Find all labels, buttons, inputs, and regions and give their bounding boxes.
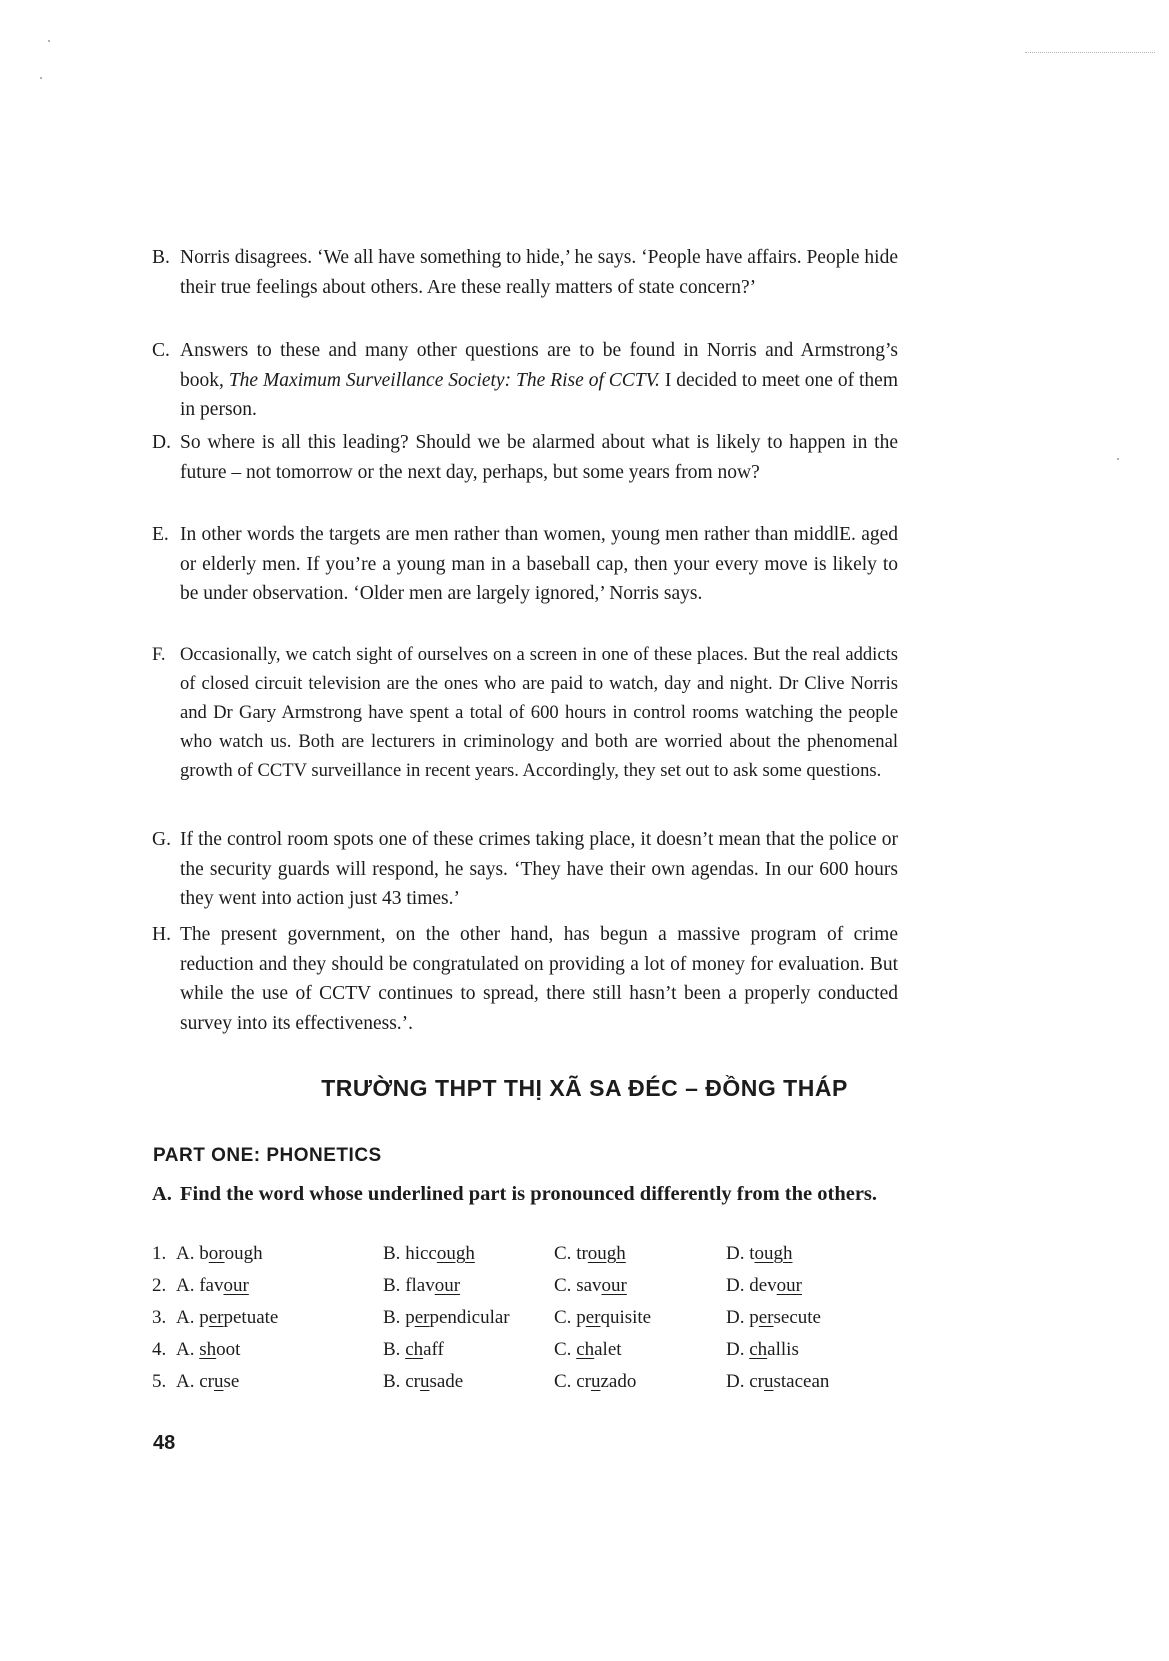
word-prefix: tr: [576, 1243, 588, 1264]
paragraph-label: B.: [152, 247, 170, 268]
underlined-part: er: [414, 1307, 430, 1328]
book-title: The Maximum Surveillance Society: The Rise of CCTV.: [228, 369, 660, 391]
passage-paragraph-b: [152, 243, 898, 302]
word-suffix: zado: [600, 1371, 637, 1392]
word-suffix: stacean: [773, 1371, 830, 1392]
paragraph-label: F.: [152, 644, 166, 665]
question-number: 5.: [152, 1371, 167, 1392]
option-letter: C.: [554, 1339, 572, 1360]
underlined-part: ough: [754, 1243, 793, 1264]
option-letter: B.: [383, 1307, 401, 1328]
word-suffix: aff: [423, 1339, 444, 1360]
word-suffix: secute: [773, 1307, 821, 1328]
paragraph-label: C.: [152, 340, 170, 361]
option-d: [726, 1307, 821, 1329]
word-suffix: oot: [216, 1339, 241, 1360]
word-prefix: p: [576, 1307, 586, 1328]
question-number: 2.: [152, 1275, 167, 1296]
option-letter: B.: [383, 1275, 401, 1296]
option-d: [726, 1371, 829, 1393]
question-number: 3.: [152, 1307, 167, 1328]
option-b: [383, 1339, 444, 1361]
paragraph-text: The present government, on the other hand, has begun a massive program of crime reduction and they should be congratulated on providing a lot of money for evaluation. But while the use of CCTV continues to spread, there still hasn’t been a properly conducted survey into its effectiveness.’.: [180, 924, 898, 1034]
question-row: [0, 1307, 1169, 1339]
paragraph-text: If the control room spots one of these crimes taking place, it doesn’t mean that the police or the security guards will respond, he says. ‘They have their own agendas. In our 600 hours they went into action just 43 times.’: [180, 829, 898, 909]
paragraph-label: E.: [152, 524, 169, 545]
word-prefix: flav: [405, 1275, 435, 1296]
text-segment: Answers to these and many other questions are to be found in Norris and Armstrong’s book,: [180, 340, 898, 391]
word-suffix: ough: [224, 1243, 263, 1264]
option-letter: B.: [383, 1243, 401, 1264]
instruction-label: A.: [152, 1183, 172, 1205]
part-title: PART ONE: PHONETICS: [153, 1145, 382, 1166]
option-letter: D.: [726, 1371, 745, 1392]
word-prefix: cr: [576, 1371, 591, 1392]
underlined-part: er: [208, 1307, 224, 1328]
option-a: [176, 1275, 249, 1297]
word-suffix: sade: [429, 1371, 464, 1392]
underlined-part: u: [419, 1371, 430, 1392]
option-b: [383, 1243, 475, 1265]
underlined-part: our: [434, 1275, 461, 1296]
word-prefix: b: [199, 1243, 209, 1264]
underlined-part: our: [601, 1275, 627, 1296]
underlined-part: u: [590, 1371, 601, 1392]
option-letter: B.: [383, 1371, 401, 1392]
option-d: [726, 1243, 793, 1265]
underlined-part: ough: [436, 1243, 475, 1264]
paragraph-text: So where is all this leading? Should we be alarmed about what is likely to happen in the future – not tomorrow or the next day, perhaps, but some years from now?: [180, 432, 898, 483]
option-b: [383, 1307, 510, 1329]
underlined-part: ch: [405, 1339, 424, 1360]
passage-paragraph-h: [152, 920, 898, 1038]
option-letter: D.: [726, 1243, 745, 1264]
option-a: [176, 1243, 263, 1265]
option-letter: C.: [554, 1275, 572, 1296]
option-c: [554, 1339, 622, 1361]
scan-speck: [48, 40, 50, 42]
word-prefix: cr: [199, 1371, 214, 1392]
word-prefix: p: [749, 1307, 759, 1328]
question-row: [0, 1339, 1169, 1371]
option-c: [554, 1371, 636, 1393]
option-b: [383, 1371, 463, 1393]
word-suffix: alet: [594, 1339, 622, 1360]
underlined-part: sh: [199, 1339, 217, 1360]
passage-paragraph-d: [152, 428, 898, 487]
passage-paragraph-e: [152, 520, 898, 609]
option-letter: D.: [726, 1339, 745, 1360]
passage-paragraph-g: [152, 825, 898, 914]
paragraph-text: [152, 336, 898, 425]
word-prefix: hicc: [405, 1243, 437, 1264]
word-suffix: allis: [767, 1339, 799, 1360]
question-number: 4.: [152, 1339, 167, 1360]
passage-paragraph-f: [152, 640, 898, 785]
underlined-part: er: [758, 1307, 774, 1328]
question-row: [0, 1243, 1169, 1275]
option-letter: A.: [176, 1371, 195, 1392]
option-a: [176, 1339, 240, 1361]
word-prefix: cr: [749, 1371, 764, 1392]
option-letter: A.: [176, 1339, 195, 1360]
section-instruction: [152, 1179, 898, 1210]
paragraph-label: G.: [152, 829, 171, 850]
word-suffix: petuate: [223, 1307, 279, 1328]
passage-paragraph-c: [152, 336, 898, 425]
question-row: [0, 1275, 1169, 1307]
underlined-part: our: [776, 1275, 802, 1296]
option-letter: A.: [176, 1243, 195, 1264]
paragraph-text: In other words the targets are men rather than women, young men rather than middlE. aged or elderly men. If you’re a young man in a baseball cap, then your every move is likely to be under observation. ‘Older men are largely ignored,’ Norris says.: [180, 524, 898, 604]
paragraph-text: Occasionally, we catch sight of ourselves on a screen in one of these places. But the real addicts of closed circuit television are the ones who are paid to watch, day and night. Dr Clive Norris and Dr Gary Armstrong have spent a total of 600 hours in control rooms watching the people who watch us. Both are lecturers in criminology and both are worried about the phenomenal growth of CCTV surveillance in recent years. Accordingly, they set out to ask some questions.: [180, 644, 898, 781]
word-prefix: sav: [576, 1275, 602, 1296]
paragraph-label: H.: [152, 924, 171, 945]
option-a: [176, 1307, 278, 1329]
underlined-part: or: [208, 1243, 225, 1264]
page-number: 48: [153, 1432, 176, 1454]
option-c: [554, 1275, 627, 1297]
option-d: [726, 1339, 799, 1361]
school-title: TRƯỜNG THPT THỊ XÃ SA ĐÉC – ĐỒNG THÁP: [321, 1075, 848, 1101]
underlined-part: u: [214, 1371, 224, 1392]
option-letter: D.: [726, 1275, 745, 1296]
word-suffix: se: [223, 1371, 240, 1392]
word-suffix: quisite: [600, 1307, 652, 1328]
question-row: [0, 1371, 1169, 1403]
option-b: [383, 1275, 460, 1297]
option-letter: A.: [176, 1307, 195, 1328]
underlined-part: u: [764, 1371, 774, 1392]
underlined-part: ch: [576, 1339, 595, 1360]
scan-speck: [40, 77, 42, 79]
option-letter: D.: [726, 1307, 745, 1328]
underlined-part: ch: [749, 1339, 768, 1360]
option-c: [554, 1243, 626, 1265]
underlined-part: our: [223, 1275, 249, 1296]
option-letter: C.: [554, 1307, 572, 1328]
scan-dotted-mark: [1025, 52, 1155, 53]
word-prefix: t: [749, 1243, 755, 1264]
underlined-part: er: [585, 1307, 601, 1328]
word-suffix: pendicular: [429, 1307, 510, 1328]
option-letter: C.: [554, 1371, 572, 1392]
word-prefix: cr: [405, 1371, 420, 1392]
word-prefix: p: [199, 1307, 209, 1328]
underlined-part: ough: [587, 1243, 626, 1264]
paragraph-text: Norris disagrees. ‘We all have something to hide,’ he says. ‘People have affairs. People hide their true feelings about others. Are these really matters of state concern?’: [180, 247, 898, 298]
option-letter: A.: [176, 1275, 195, 1296]
text-segment: I decided to meet one of them in person.: [180, 369, 898, 420]
instruction-text: Find the word whose underlined part is pronounced differently from the others.: [180, 1183, 878, 1205]
option-letter: B.: [383, 1339, 401, 1360]
word-prefix: p: [405, 1307, 415, 1328]
option-d: [726, 1275, 802, 1297]
word-prefix: fav: [199, 1275, 224, 1296]
word-prefix: dev: [749, 1275, 777, 1296]
option-a: [176, 1371, 239, 1393]
question-number: 1.: [152, 1243, 167, 1264]
option-c: [554, 1307, 651, 1329]
paragraph-label: D.: [152, 432, 171, 453]
scan-speck: [1117, 458, 1119, 460]
option-letter: C.: [554, 1243, 572, 1264]
